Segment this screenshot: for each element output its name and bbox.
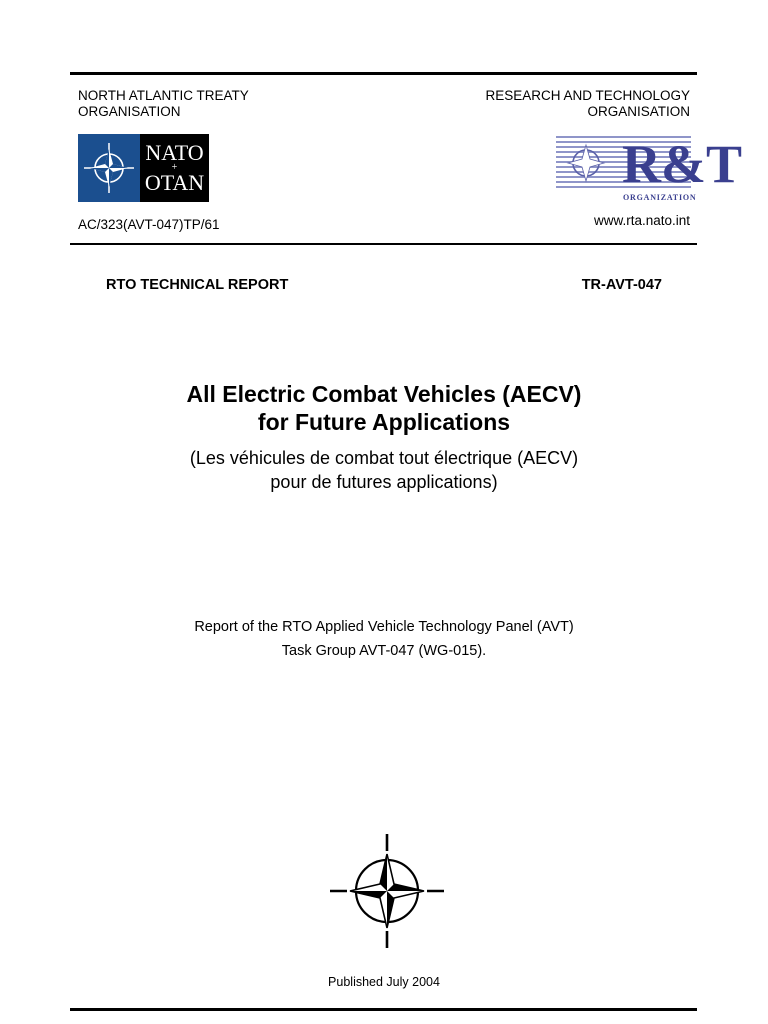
nato-logo-separator: + — [171, 162, 178, 173]
rt-logo-caption: ORGANIZATION — [623, 193, 697, 202]
document-title-line1: All Electric Combat Vehicles (AECV) — [186, 381, 582, 407]
report-code: TR-AVT-047 — [581, 277, 662, 293]
nato-logo-text — [140, 134, 209, 202]
header-right — [485, 88, 690, 120]
header-left — [78, 88, 249, 120]
document-reference: AC/323(AVT-047)TP/61 — [78, 217, 220, 232]
document-subtitle-line1: (Les véhicules de combat tout électrique (AECV) — [189, 448, 579, 468]
bottom-rule — [70, 1008, 697, 1011]
nato-logo — [78, 134, 209, 202]
report-description-line1: Report of the RTO Applied Vehicle Technology Panel (AVT) — [194, 619, 574, 635]
document-title — [0, 380, 768, 436]
top-rule — [70, 72, 697, 75]
nato-star-icon — [78, 134, 140, 202]
header-right-line1: RESEARCH AND TECHNOLOGY — [485, 88, 690, 103]
document-title-line2: for Future Applications — [257, 409, 511, 435]
nato-logo-text-top: NATO — [145, 140, 204, 165]
rt-organization-logo — [556, 134, 742, 202]
header-right-line2: ORGANISATION — [587, 104, 690, 119]
document-subtitle-line2: pour de futures applications) — [270, 472, 498, 492]
nato-logo-text-bottom: OTAN — [144, 170, 205, 195]
publication-date: Published July 2004 — [328, 975, 440, 989]
report-type: RTO TECHNICAL REPORT — [106, 277, 289, 293]
nato-compass-emblem-icon — [328, 832, 446, 950]
report-description-line2: Task Group AVT-047 (WG-015). — [281, 643, 487, 659]
header-left-line2: ORGANISATION — [78, 104, 181, 119]
header-left-line1: NORTH ATLANTIC TREATY — [78, 88, 249, 103]
report-description — [0, 615, 768, 663]
website-link[interactable]: www.rta.nato.int — [593, 213, 690, 228]
rt-logo-mark: R&T — [622, 134, 742, 194]
header-divider — [70, 243, 697, 245]
document-subtitle — [0, 446, 768, 494]
